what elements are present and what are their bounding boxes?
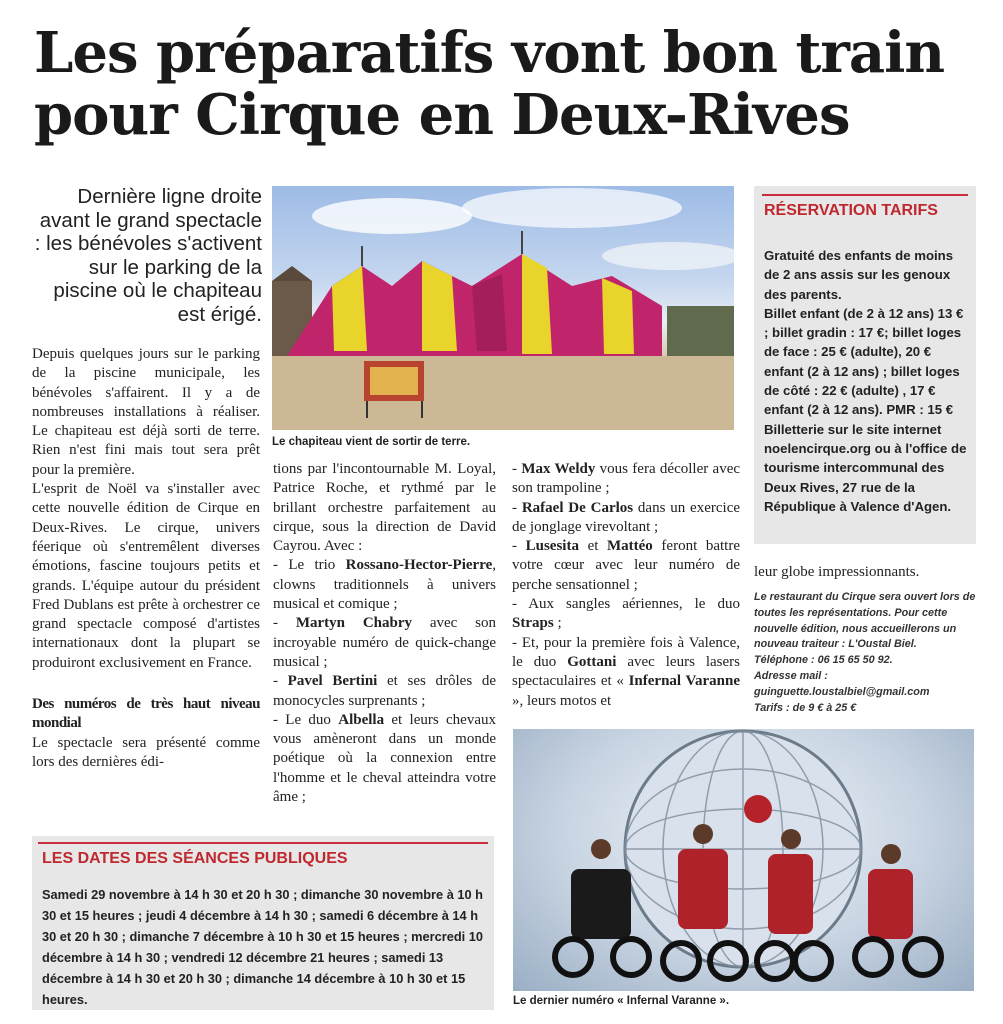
artist-name: Straps <box>512 615 554 632</box>
restaurant-phone: Téléphone : 06 15 65 50 92. <box>754 654 893 667</box>
artist-item: - Lusesita et Mattéo feront battre votre cœur avec leur numéro de perche sensationnel ; <box>512 538 740 593</box>
reservation-title: RÉSERVATION TARIFS <box>764 202 938 219</box>
article-paragraph: L'esprit de Noël va s'installer avec cette nouvelle édition de Cirque en Deux-Rives. Le cirque, univers féerique où s'entremêlent diverses émotions, fascine toujours petits et grands. L'équipe autour du président Fred Dublans est prête à orchestrer ce grand spectacle composé d'artistes internationaux dont la plupart se produiront exclusivement en France. <box>32 481 260 671</box>
artist-item: - Et, pour la première fois à Valence, le duo Gottani avec leurs lasers spectaculaires et « Infernal Varanne », leurs motos et <box>512 634 740 709</box>
headline <box>34 22 984 146</box>
artist-item: - Le duo Albella et leurs chevaux vous amèneront dans un monde poétique où la connexion entre l'homme et le cheval atteindra votre âme ; <box>273 711 496 806</box>
artist-name: Max Weldy <box>521 461 596 477</box>
dates-body: Samedi 29 novembre à 14 h 30 et 20 h 30 ; dimanche 30 novembre à 10 h 30 et 15 heures ; jeudi 4 décembre à 14 h 30 ; samedi 6 décembre à 14 h 30 et 20 h 30 ; dimanche 7 décembre à 10 h 30 et 15 heures ; mercredi 10 décembre à 14 h 30 ; vendredi 12 décembre 21 heures ; samedi 13 décembre à 14 h 30 et 20 h 30 ; dimanche 14 décembre à 10 h 30 et 15 heures. <box>42 887 484 1007</box>
article-column-4 <box>754 563 976 582</box>
artist-item: - Le trio Rossano-Hector-Pierre, clowns traditionnels à univers musical et comique ; <box>273 557 496 613</box>
reservation-paragraph: Billetterie sur le site internet noelencirque.org ou à l'office de tourisme intercommunal des Deux Rives, 27 rue de la République à Valence d'Agen. <box>764 421 967 514</box>
artist-item: - Aux sangles aériennes, le duo Straps ; <box>512 596 740 632</box>
reservation-paragraph: Billet enfant (de 2 à 12 ans) 13 € ; billet gradin : 17 €; billet loges de face : 25 € (adulte), 20 € enfant (2 à 12 ans) ; billet loges de côté : 22 € (adulte) , 17 € enfant (2 à 12 ans). PMR : 15 € <box>764 305 964 418</box>
chapo: Dernière ligne droite avant le grand spectacle : les bénévoles s'activent sur le parking de la piscine où le chapiteau est érigé. <box>34 185 262 326</box>
artist-name: Albella <box>338 711 385 728</box>
globe-photo <box>513 729 974 991</box>
headline-line-2: pour Cirque en Deux-Rives <box>34 82 850 148</box>
article-subhead: Des numéros de très haut niveau mondial <box>32 696 260 732</box>
photo-caption: Le dernier numéro « Infernal Varanne ». <box>513 995 730 1007</box>
artist-name: Gottani <box>567 653 617 670</box>
reservation-body <box>764 246 968 516</box>
photo-caption: Le chapiteau vient de sortir de terre. <box>272 436 471 448</box>
artist-name: Rossano-Hector-Pierre <box>345 557 493 574</box>
artist-name: Mattéo <box>607 538 653 555</box>
dates-title: LES DATES DES SÉANCES PUBLIQUES <box>42 850 348 867</box>
artist-item: - Pavel Bertini et ses drôles de monocycles surprenants ; <box>273 673 496 709</box>
dates-box <box>32 836 494 1010</box>
reservation-box <box>754 186 976 544</box>
article-column-2 <box>273 460 496 807</box>
red-rule <box>762 194 968 196</box>
artist-item: - Rafael De Carlos dans un exercice de jonglage virevoltant ; <box>512 499 741 535</box>
restaurant-note <box>754 590 976 716</box>
red-rule <box>38 842 488 844</box>
restaurant-text: Le restaurant du Cirque sera ouvert lors de toutes les représentations. Pour cette nouvelle édition, nous accueillerons un nouveau traiteur : L'Oustal Biel. <box>754 591 976 651</box>
restaurant-tarifs: Tarifs : de 9 € à 25 € <box>754 701 857 714</box>
artist-name: Infernal Varanne <box>628 673 740 690</box>
article-column-1 <box>32 345 260 772</box>
tent-photo <box>272 186 734 430</box>
artist-name: Rafael De Carlos <box>521 499 634 516</box>
article-paragraph: leur globe impressionnants. <box>754 564 920 580</box>
article-paragraph: Le spectacle sera présenté comme lors des dernières édi- <box>32 734 260 770</box>
article-column-3 <box>512 460 740 711</box>
headline-line-1: Les préparatifs vont bon train <box>34 20 945 86</box>
artist-item: - Max Weldy vous fera décoller avec son trampoline ; <box>512 461 741 497</box>
reservation-paragraph: Gratuité des enfants de moins de 2 ans assis sur les genoux des parents. <box>764 248 954 302</box>
article-paragraph: Depuis quelques jours sur le parking de la piscine municipale, les bénévoles s'affairent. Il y a de nombreuses installations à réaliser. Le chapiteau est déjà sorti de terre. Rien n'est fini mais tout sera prêt pour la première. <box>32 346 260 478</box>
article-paragraph: tions par l'incontournable M. Loyal, Patrice Roche, et rythmé par le brillant orchestre parfaitement au cirque, sous la direction de David Cayrou. Avec : <box>273 461 496 555</box>
artist-item: - Martyn Chabry avec son incroyable numéro de quick-change musical ; <box>273 615 497 670</box>
restaurant-mail: Adresse mail : guinguette.loustalbiel@gmail.com <box>754 669 930 698</box>
artist-name: Martyn Chabry <box>295 615 413 632</box>
artist-name: Lusesita <box>525 538 579 555</box>
artist-name: Pavel Bertini <box>287 673 378 690</box>
